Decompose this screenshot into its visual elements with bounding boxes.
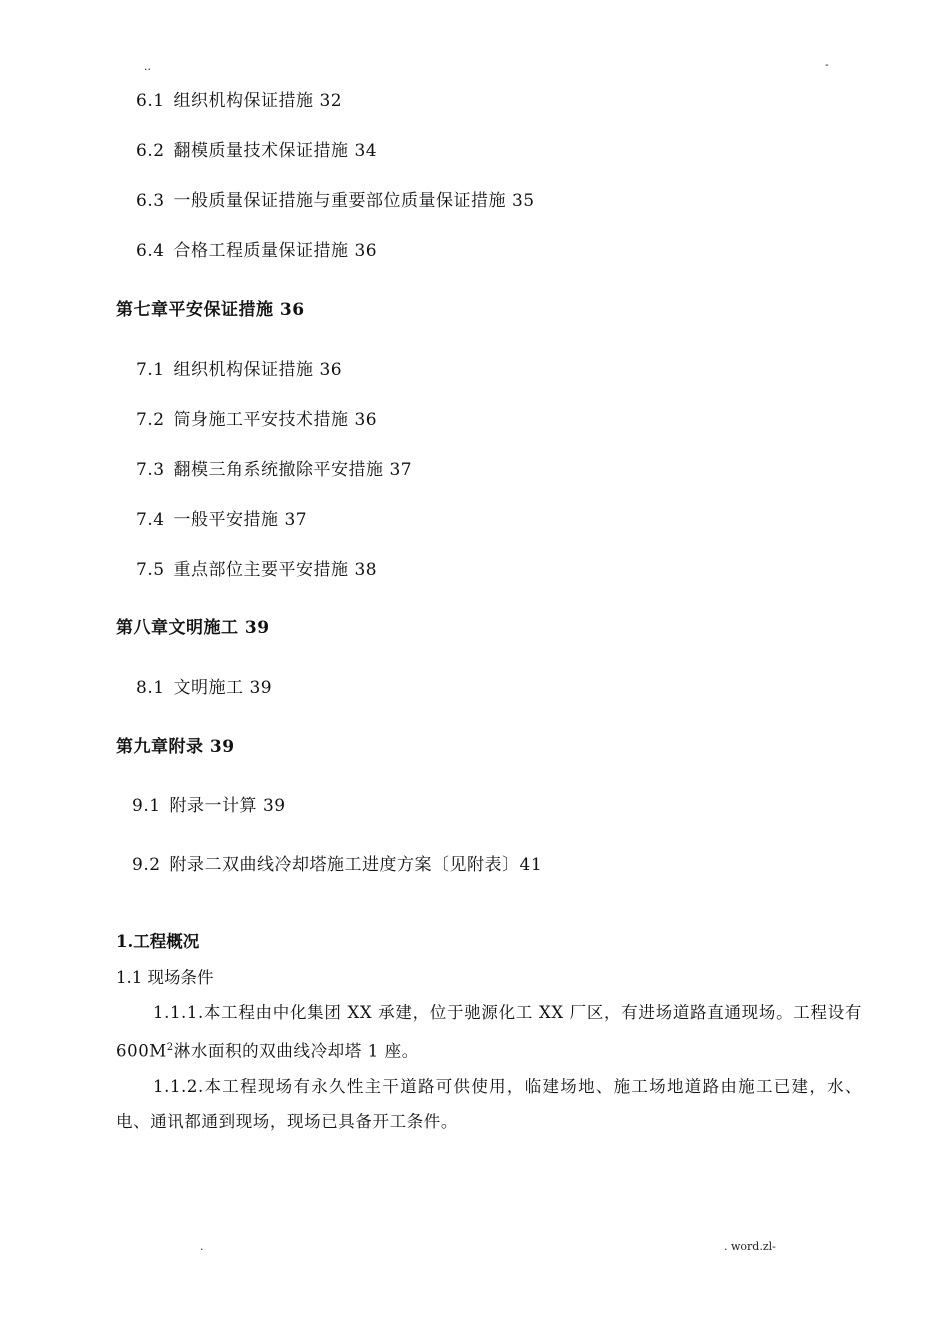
toc-text: 文明施工 39 [173,678,273,698]
toc-text: 附录一计算 39 [169,796,286,816]
toc-text: 筒身施工平安技术措施 36 [173,410,378,430]
toc-text: 一般平安措施 37 [173,510,308,530]
toc-entry-7-3[interactable] [136,455,412,480]
toc-entry-7-1[interactable] [136,355,342,380]
toc-entry-9-1[interactable] [132,791,286,816]
toc-chapter-9[interactable]: 第九章附录 39 [116,737,235,757]
paragraph-text: 淋水面积的双曲线冷却塔 1 座。 [173,1041,419,1061]
toc-text: 组织机构保证措施 36 [173,360,343,380]
toc-number: 6.3 [136,191,165,211]
toc-chapter-7[interactable]: 第七章平安保证措施 36 [116,300,305,320]
toc-entry-6-1[interactable] [136,86,342,111]
toc-text: 重点部位主要平安措施 38 [173,560,378,580]
toc-text: 翻模三角系统撤除平安措施 37 [173,460,413,480]
toc-number: 9.2 [132,855,161,875]
toc-entry-6-3[interactable] [136,186,535,211]
section-body [116,995,862,1139]
toc-number: 6.1 [136,91,165,111]
header-right-mark: - [825,58,829,71]
toc-text: 附录二双曲线冷却塔施工进度方案〔见附表〕41 [169,855,543,875]
toc-number: 6.4 [136,241,165,261]
toc-entry-7-4[interactable] [136,505,307,530]
toc-entry-7-2[interactable] [136,405,377,430]
toc-text: 合格工程质量保证措施 36 [173,241,378,261]
toc-text: 组织机构保证措施 32 [173,91,343,111]
toc-entry-7-5[interactable] [136,555,377,580]
toc-number: 9.1 [132,796,161,816]
superscript: 2 [166,1042,174,1053]
toc-chapter-8[interactable]: 第八章文明施工 39 [116,618,270,638]
toc-entry-8-1[interactable] [136,673,272,698]
toc-text: 一般质量保证措施与重要部位质量保证措施 35 [173,191,535,211]
toc-text: 翻模质量技术保证措施 34 [173,141,378,161]
toc-number: 6.2 [136,141,165,161]
toc-entry-6-2[interactable] [136,136,377,161]
toc-entry-9-2[interactable] [132,850,542,875]
footer-right-mark: . word.zl- [724,1240,776,1253]
toc-number: 7.5 [136,560,165,580]
subsection-title: 1.1 现场条件 [116,968,214,987]
paragraph-1-1-1 [116,995,862,1069]
section-title: 1.工程概况 [116,932,200,951]
toc-entry-6-4[interactable] [136,236,377,261]
footer-left-mark: . [200,1240,204,1253]
toc-number: 7.2 [136,410,165,430]
toc-number: 7.1 [136,360,165,380]
paragraph-text: 1.1.1.本工程由中化集团 XX 承建，位于驰源化工 XX 厂区，有进场道路直通现场。工程设有 600M [116,1003,862,1061]
toc-number: 7.4 [136,510,165,530]
header-left-mark: .. [144,60,151,73]
toc-number: 7.3 [136,460,165,480]
toc-number: 8.1 [136,678,165,698]
paragraph-1-1-2: 1.1.2.本工程现场有永久性主干道路可供使用，临建场地、施工场地道路由施工已建，水、电、通讯都通到现场，现场已具备开工条件。 [116,1076,862,1131]
